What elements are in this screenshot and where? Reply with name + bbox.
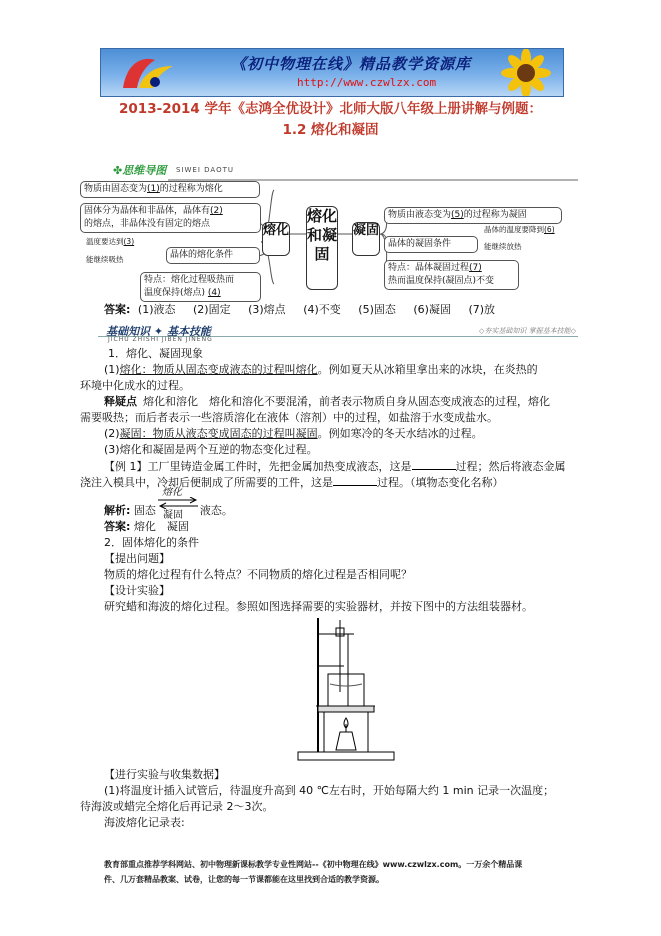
answer-2: (2)固定 — [193, 303, 231, 316]
mm-center-node: 熔化和凝固 — [306, 206, 338, 290]
para-step-1: (1)将温度计插入试管后，待温度升高到 40 ℃左右时，开始每隔大约 1 min 记录一次温度； — [104, 784, 555, 797]
mindmap-title: ✤思维导图 — [113, 164, 167, 177]
arrow-label-solidify: 凝固 — [163, 510, 183, 521]
answer-example-1: 答案: 熔化 凝固 — [104, 520, 189, 533]
mm-right-b-small2: 能继续放热 — [484, 242, 522, 251]
para-melting-def-cont: 环境中化成水的过程。 — [80, 379, 190, 392]
footer-line-1: 教育部重点推荐学科网站、初中物理新课标教学专业性网站--《初中物理在线》www.czwlzx.com。一万余个精品课 — [104, 860, 523, 869]
mm-left-item-b: 固体分为晶体和非晶体，晶体有(2) 的熔点，非晶体没有固定的熔点 — [80, 203, 261, 233]
mm-left-c-small2: 能继续吸热 — [86, 255, 124, 264]
example-1: 【例 1】工厂里铸造金属工件时，先把金属加热变成液态，这是 过程；然后将液态金属 — [104, 460, 566, 473]
para-clarify-cont: 需要吸热；而后者表示一些溶质溶化在液体（溶剂）中的过程，如盐溶于水变成盐水。 — [80, 411, 498, 424]
mindmap-answers: 答案: (1)液态 (2)固定 (3)熔点 (4)不变 (5)固态 (6)凝固 (7)放 — [104, 303, 496, 316]
analysis-line: 解析: 固态 液态。 — [104, 504, 233, 517]
banner-title: 《初中物理在线》精品教学资源库 — [231, 55, 472, 73]
banner-url[interactable]: http://www.czwlzx.com — [297, 76, 437, 89]
mm-node-melting: 熔化 — [262, 222, 290, 256]
mm-left-item-d: 特点：熔化过程吸热而 温度保持(熔点) (4) — [140, 272, 261, 302]
section-pinyin: JICHU ZHISHI JIBEN JINENG — [108, 336, 213, 343]
section-title: 基础知识 ✦ 基本技能 — [106, 325, 211, 338]
para-step-1-cont: 待海波或蜡完全熔化后再记录 2～3次。 — [80, 800, 274, 813]
para-clarify: 释疑点 熔化和溶化 熔化和溶化不要混淆，前者表示物质自身从固态变成液态的过程，熔化 — [104, 395, 550, 408]
sunflower-image — [491, 48, 561, 97]
mm-node-solidify: 凝固 — [352, 222, 380, 256]
para-melting-def: (1)熔化：物质从固态变成液态的过程叫熔化。例如夏天从冰箱里拿出来的冰块，在炎热的 — [104, 363, 538, 376]
para-reversible: (3)熔化和凝固是两个互逆的物态变化过程。 — [104, 443, 318, 456]
para-question: 物质的熔化过程有什么特点？不同物质的熔化过程是否相同呢？ — [104, 568, 412, 581]
answer-4: (4)不变 — [303, 303, 341, 316]
page-title-line1: 2013-2014 学年《志鸿全优设计》北师大版八年级上册讲解与例题： — [119, 101, 542, 117]
answer-3: (3)熔点 — [248, 303, 286, 316]
mm-right-item-c: 特点：晶体凝固过程(7) 热而温度保持(凝固点)不变 — [384, 260, 519, 290]
header-banner — [100, 48, 564, 97]
para-design: 研究蜡和海波的熔化过程。参照如图选择需要的实验器材，并按下图中的方法组装器材。 — [104, 600, 533, 613]
section-slogan: ◇夯实基础知识 掌握基本技能◇ — [479, 327, 576, 335]
arrow-label-melt: 熔化 — [162, 487, 182, 498]
heading-design: 【设计实验】 — [104, 584, 170, 597]
section-bar — [98, 322, 578, 342]
heading-question: 【提出问题】 — [104, 552, 170, 565]
mm-right-b-small: 晶体的温度要降到(6) — [484, 225, 555, 234]
heading-experiment: 【进行实验与收集数据】 — [104, 768, 225, 781]
heading-melting-conditions: 2．固体熔化的条件 — [104, 536, 199, 549]
para-solidify-def: (2)凝固：物质从液态变成固态的过程叫凝固。例如寒冷的冬天水结冰的过程。 — [104, 427, 483, 440]
heading-melting-phenomena: 1．熔化、凝固现象 — [108, 347, 203, 360]
experiment-apparatus-diagram — [296, 614, 398, 764]
page-title-line2: 1.2 熔化和凝固 — [282, 122, 379, 138]
answer-5: (5)固态 — [358, 303, 396, 316]
mm-left-item-c: 晶体的熔化条件 — [166, 247, 260, 264]
mm-right-item-b: 晶体的凝固条件 — [384, 236, 478, 253]
footer-line-2: 件、几万套精品教案、试卷，让您的每一节课都能在这里找到合适的教学资源。 — [104, 875, 384, 884]
mindmap-subtitle: SIWEI DAOTU — [176, 166, 234, 174]
mm-left-c-small: 温度要达到(3) — [86, 237, 135, 246]
page-footer — [104, 857, 624, 887]
mm-right-item-a: 物质由液态变为(5)的过程称为凝固 — [384, 207, 562, 224]
example-1-cont: 浇注入模具中，冷却后便制成了所需要的工件，这是 过程。（填物态变化名称） — [80, 476, 504, 489]
answer-7: (7)放 — [468, 303, 496, 316]
answer-1: (1)液态 — [137, 303, 176, 316]
table-caption-hypo: 海波熔化记录表: — [104, 816, 185, 829]
site-logo — [115, 52, 185, 92]
answer-6: (6)凝固 — [413, 303, 451, 316]
mm-left-item-a: 物质由固态变为(1)的过程称为熔化 — [80, 181, 260, 198]
